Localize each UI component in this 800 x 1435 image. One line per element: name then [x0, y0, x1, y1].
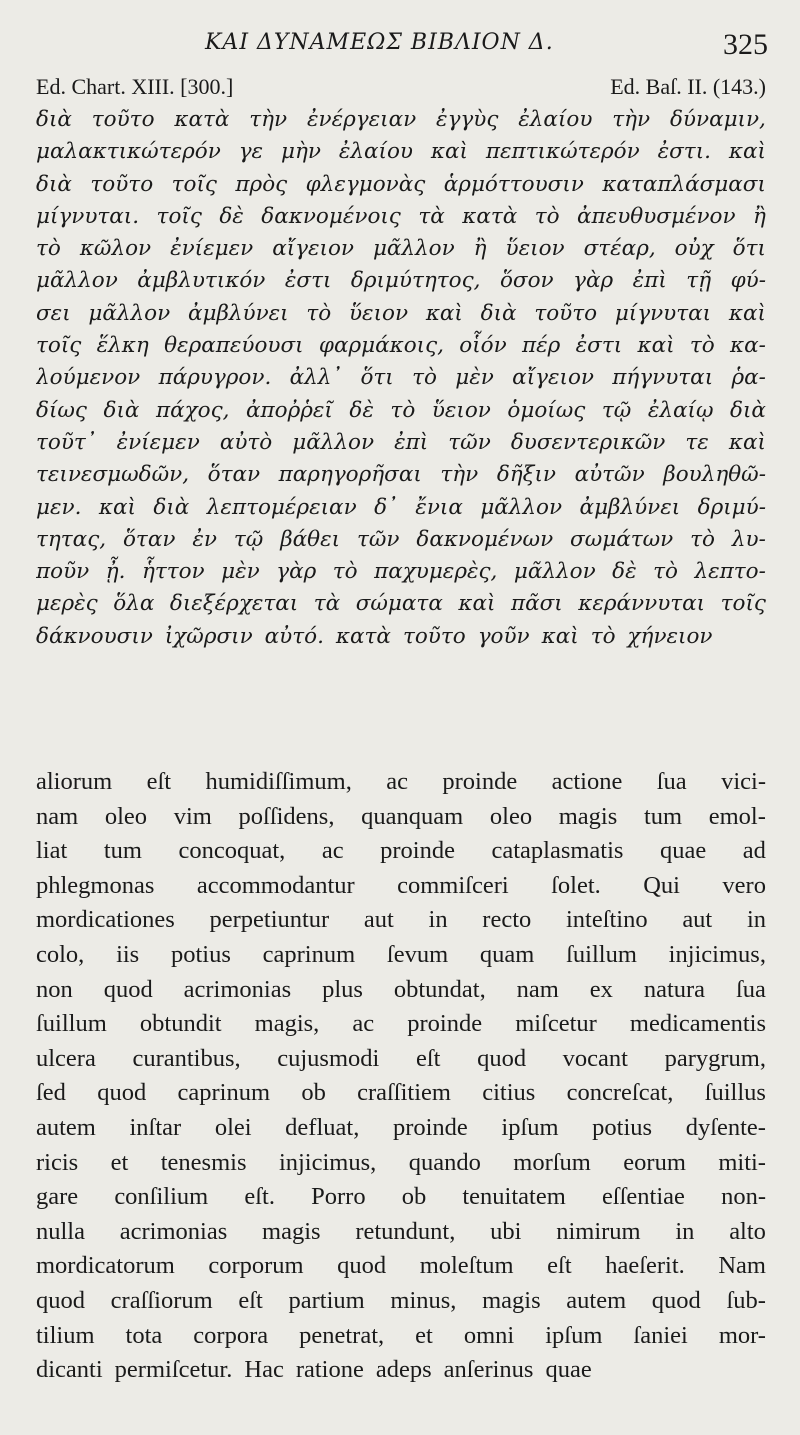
latin-text-line: dicanti permiſcetur. Hac ratione adeps anſerinus quae [36, 1356, 592, 1384]
greek-text-line: ποῦν ᾖ. ἧττον μὲν γὰρ τὸ παχυμερὲς, μᾶλλον δὲ τὸ λεπτο- [36, 559, 766, 585]
greek-text-line: δάκνουσιν ἰχῶρσιν αὐτό. κατὰ τοῦτο γοῦν καὶ τὸ χήνειον [36, 623, 713, 649]
page-header [0, 28, 800, 68]
latin-text-line: ſuillum obtundit magis, ac proinde miſcetur medicamentis [36, 1010, 766, 1038]
greek-text-line: μαλακτικώτερόν γε μὴν ἐλαίου καὶ πεπτικώτερόν ἐστι. καὶ [36, 139, 766, 165]
greek-text-line: δίως διὰ πάχος, ἀποῤῥεῖ δὲ τὸ ὕειον ὁμοίως τῷ ἐλαίῳ διὰ [36, 397, 766, 423]
page-number: 325 [723, 28, 768, 61]
latin-text-line: gare conſilium eſt. Porro ob tenuitatem eſſentiae non- [36, 1183, 766, 1211]
latin-text-line: non quod acrimonias plus obtundat, nam ex natura ſua [36, 975, 766, 1003]
greek-text-line: μερὲς ὅλα διεξέρχεται τὰ σώματα καὶ πᾶσι κεράννυται τοῖς [36, 591, 766, 617]
greek-text-line: μᾶλλον ἀμβλυτικόν ἐστι δριμύτητος, ὅσον γὰρ ἐπὶ τῇ φύ- [36, 268, 766, 294]
greek-text-line: τητας, ὅταν ἐν τῷ βάθει τῶν δακνομένων σωμάτων τὸ λυ- [36, 526, 766, 552]
edition-basel: Ed. Baſ. II. (143.) [610, 74, 766, 99]
latin-text-line: autem inſtar olei defluat, proinde ipſum potius dyſente- [36, 1113, 766, 1141]
latin-text-line: ulcera curantibus, cujusmodi eſt quod vocant parygrum, [36, 1044, 766, 1072]
latin-text-line: phlegmonas accommodantur commiſceri ſolet. Qui vero [36, 871, 766, 899]
latin-text-line: mordicatorum corporum quod moleſtum eſt haeſerit. Nam [36, 1252, 766, 1280]
greek-text-block [36, 104, 766, 653]
greek-text-line: σει μᾶλλον ἀμβλύνει τὸ ὕειον καὶ διὰ τοῦτο μίγνυται καὶ [36, 300, 766, 326]
greek-text-line: τοῖς ἕλκη θεραπεύουσι φαρμάκοις, οἷόν πέρ ἐστι καὶ τὸ κα- [36, 333, 766, 359]
greek-text-line: διὰ τοῦτο τοῖς πρὸς φλεγμονὰς ἁρμόττουσιν καταπλάσμασι [36, 171, 766, 197]
latin-text-line: quod craſſiorum eſt partium minus, magis autem quod ſub- [36, 1286, 766, 1314]
greek-text-line: τὸ κῶλον ἐνίεμεν αἴγειον μᾶλλον ἢ ὕειον στέαρ, οὐχ ὅτι [36, 236, 766, 262]
latin-text-line: liat tum concoquat, ac proinde cataplasmatis quae ad [36, 837, 766, 865]
latin-text-line: nulla acrimonias magis retundunt, ubi nimirum in alto [36, 1217, 766, 1245]
latin-text-line: nam oleo vim poſſidens, quanquam oleo magis tum emol- [36, 802, 766, 830]
greek-text-line: μίγνυται. τοῖς δὲ δακνομένοις τὰ κατὰ τὸ ἀπευθυσμένον ἢ [36, 203, 766, 229]
latin-text-line: ſed quod caprinum ob craſſitiem citius concreſcat, ſuillus [36, 1079, 766, 1107]
running-title: ΚΑΙ ΔΥΝΑΜΕΩΣ ΒΙΒΛΙΟΝ Δ. [205, 30, 554, 55]
greek-text-line: μεν. καὶ διὰ λεπτομέρειαν δ᾽ ἔνια μᾶλλον ἀμβλύνει δριμύ- [36, 494, 766, 520]
greek-text-line: τεινεσμωδῶν, ὅταν παρηγορῆσαι τὴν δῆξιν αὐτῶν βουληθῶ- [36, 462, 766, 488]
greek-text-line: λούμενον πάρυγρον. ἀλλ᾽ ὅτι τὸ μὲν αἴγειον πήγνυται ῥα- [36, 365, 766, 391]
greek-text-line: διὰ τοῦτο κατὰ τὴν ἐνέργειαν ἐγγὺς ἐλαίου τὴν δύναμιν, [36, 107, 766, 132]
latin-text-line: mordicationes perpetiuntur aut in recto inteſtino aut in [36, 906, 766, 934]
latin-text-block [36, 765, 766, 1388]
edition-chartier: Ed. Chart. XIII. [300.] [36, 74, 234, 99]
edition-reference-line [36, 74, 766, 104]
latin-text-line: colo, iis potius caprinum ſevum quam ſuillum injicimus, [36, 940, 766, 968]
latin-text-line: tilium tota corpora penetrat, et omni ipſum ſaniei mor- [36, 1321, 766, 1349]
greek-text-line: τοῦτ᾽ ἐνίεμεν αὐτὸ μᾶλλον ἐπὶ τῶν δυσεντερικῶν τε καὶ [36, 429, 766, 455]
latin-text-line: aliorum eſt humidiſſimum, ac proinde actione ſua vici- [36, 768, 766, 795]
latin-text-line: ricis et tenesmis injicimus, quando morſum eorum miti- [36, 1148, 766, 1176]
